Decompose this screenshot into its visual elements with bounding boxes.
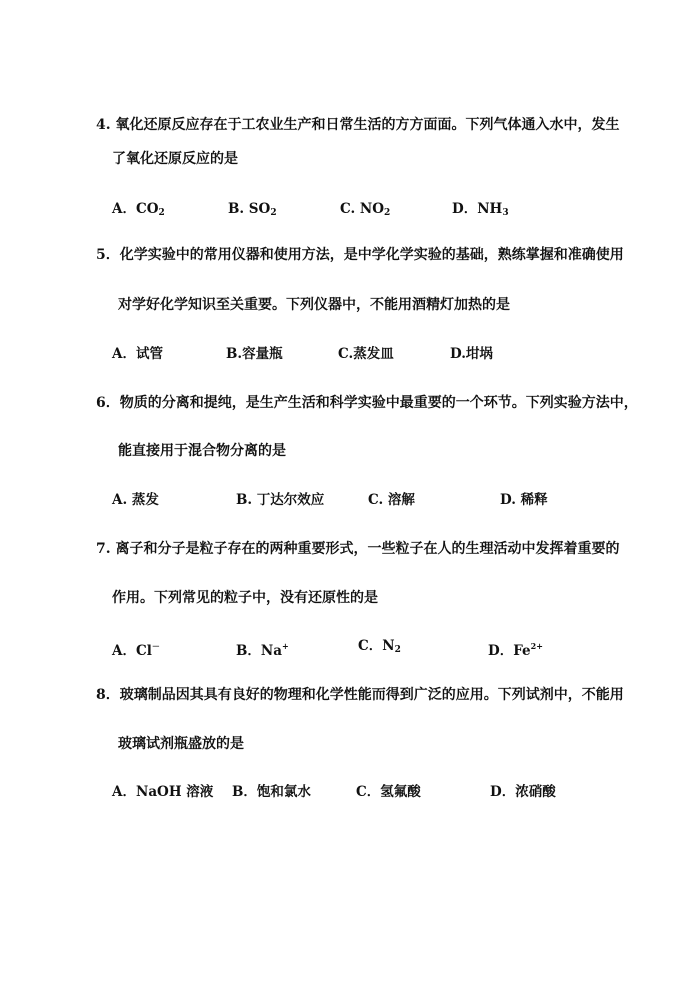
question-6-option-b: B. 丁达尔效应: [236, 492, 325, 508]
question-5-option-b: B.容量瓶: [226, 346, 283, 362]
question-7-stem-line-2: 作用。下列常见的粒子中，没有还原性的是: [112, 590, 378, 606]
question-6-stem-line-2: 能直接用于混合物分离的是: [118, 443, 286, 459]
question-6-option-d: D. 稀释: [500, 492, 548, 508]
question-6-option-c: C. 溶解: [368, 492, 415, 508]
question-8-stem-line-2: 玻璃试剂瓶盛放的是: [118, 736, 244, 752]
question-8-stem-line-1: 8．玻璃制品因其具有良好的物理和化学性能而得到广泛的应用。下列试剂中，不能用: [96, 687, 624, 703]
question-8-option-d: D．浓硝酸: [490, 784, 556, 800]
question-5-option-a: A．试管: [112, 346, 163, 362]
question-4-option-c: C. $NO_2$: [340, 201, 391, 218]
question-4-stem-line-1: 4. 氧化还原反应存在于工农业生产和日常生活的方方面面。下列气体通入水中，发生: [96, 117, 620, 133]
question-7-stem-line-1: 7. 离子和分子是粒子存在的两种重要形式，一些粒子在人的生理活动中发挥着重要的: [96, 541, 620, 557]
question-4-option-d: D．$NH_3$: [452, 201, 509, 218]
question-7-option-a: A．Cl－: [112, 641, 160, 659]
question-8-option-b: B．饱和氯水: [232, 784, 311, 800]
question-5-option-d: D.坩埚: [450, 346, 493, 362]
question-4-option-b: B. $SO_2$: [228, 201, 277, 218]
question-6-stem-line-1: 6．物质的分离和提纯，是生产生活和科学实验中最重要的一个环节。下列实验方法中，: [96, 395, 638, 411]
question-5-option-c: C.蒸发皿: [338, 346, 394, 362]
question-8-option-a: A．NaOH 溶液: [112, 784, 214, 800]
question-7-option-d: D．$Fe^{2+}$: [488, 641, 543, 659]
question-4-stem-line-2: 了氧化还原反应的是: [112, 151, 238, 167]
question-5-stem-line-1: 5．化学实验中的常用仪器和使用方法，是中学化学实验的基础，熟练掌握和准确使用: [96, 247, 624, 263]
question-8-option-c: C．氢氟酸: [356, 784, 421, 800]
question-5-stem-line-2: 对学好化学知识至关重要。下列仪器中，不能用酒精灯加热的是: [118, 297, 510, 313]
question-7-option-c: C．$N_2$: [358, 638, 401, 655]
question-4-option-a: A．$CO_2$: [112, 201, 165, 218]
question-6-option-a: A. 蒸发: [112, 492, 159, 508]
question-7-option-b: B．Na+: [236, 641, 289, 659]
